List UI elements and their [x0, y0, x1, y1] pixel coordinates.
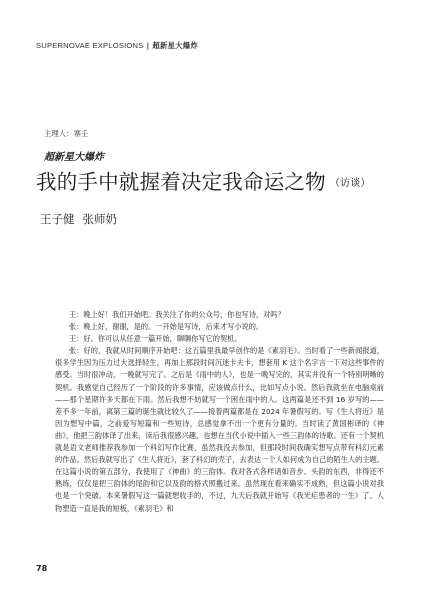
author-name: 张师奶 [82, 212, 117, 226]
header-separator: | [146, 41, 150, 50]
article-body [55, 309, 384, 515]
column-name: 超新星大爆炸 [152, 41, 198, 50]
article-title-text: 我的手中就握着决定我命运之物 [36, 170, 326, 194]
author-line [40, 211, 117, 227]
dialogue-line: 王：晚上好！我们开始吧。我关注了你的公众号，你也写诗，对吗？ [69, 310, 285, 319]
article-genre-tag: （访谈） [329, 178, 371, 189]
running-header [36, 40, 198, 51]
dialogue-line: 王：好。你可以从任意一篇开始，聊聊你写它的契机。 [69, 334, 242, 344]
dialogue-line: 张：晚上好，谢谢，是的。一开始是写诗，后来才写小说的。 [69, 322, 264, 332]
host-credit: 主理人：寨壬 [44, 129, 89, 138]
column-subtitle: 超新星大爆炸 [44, 152, 104, 163]
article-title [36, 165, 371, 195]
answer-paragraph: 张：好的，我就从时间顺序开始吧：这五篇里我最早创作的是《素羽毛》。当时看了一些新闻报道，很多学生因为压力过大选择轻生，再加上那段时间沉迷卡夫卡，想套用 K 这个名字言一下对这些事件的感受。当时很冲动，一晚就写完了。之后是《雨中的人》，也是一晚写完的，其实并没有一个特别明晰的契机。我感觉自己经历了一个阶段的许多事情，应该做点什么，比如写点小说。然后我就坐在电脑桌前——那个星期许多天都在下雨。然后我想不妨就写一个困在雨中的人。这两篇是还不到 16 岁写的——差不多一年前，离第三篇的诞生就比较久了——接着两篇都是在 2024 年暑假写的。写《生人将近》是因为想写中篇，之前爱写短篇和一些短诗，总感觉拿不出一个更有分量的。当时读了黄国彬译的《神曲》，他把三韵体译了出来，读后我很感兴趣，也想在当代小说中插入一些三韵体的诗歌。还有一个契机就是语文老师推荐我参加一个科幻写作比赛，虽然我没去参加，但那段时间我确实想写点带有科幻元素的作品。然后我就写出了《生人将近》，套了科幻的壳子，去表达一个人如何成为自己的陌生人的主题。在这篇小说的第五部分，我使用了《神曲》的三韵体。我对各式各样诸如音步、头韵的东西，非得还不熟练，仅仅是把三韵体的尾韵和它以及韵的格式照搬过来。虽然现在看来确实不成熟，但这篇小说对我也是一个突破。本来暑假写这一篇就想收手的，不过，九天后我就开始写《我光疟患者的一生》了。人物塑造一直是我的短板，《素羽毛》和 [55, 346, 384, 513]
author-name: 王子健 [40, 212, 75, 226]
page-number: 78 [36, 564, 48, 573]
magazine-name: SUPERNOVAE EXPLOSIONS [36, 41, 144, 50]
